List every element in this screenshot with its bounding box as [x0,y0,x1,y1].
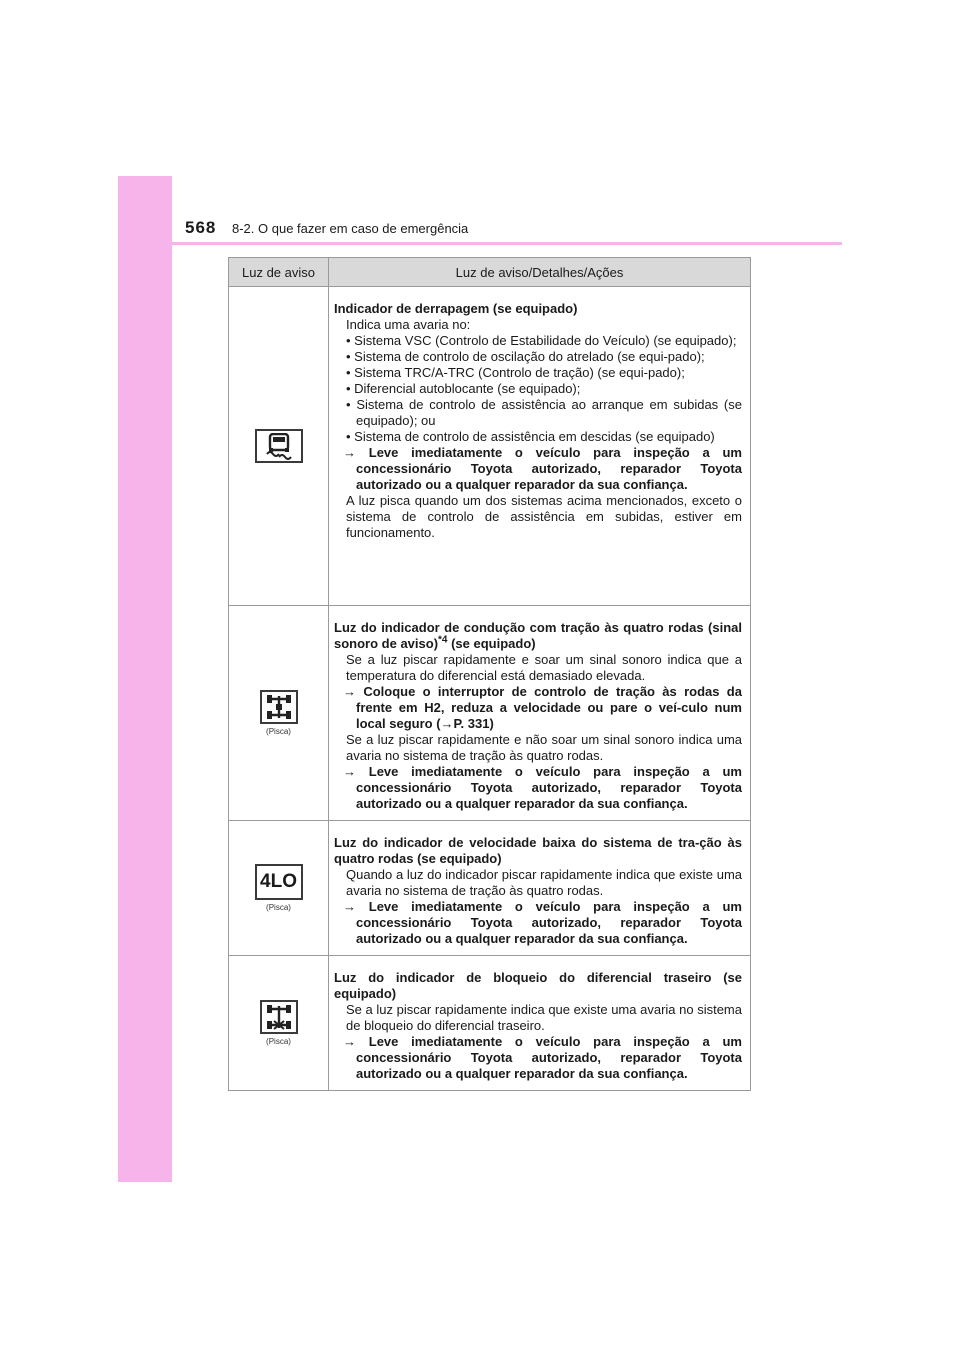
action-text: → Leve imediatamente o veículo para inspeção a um concessionário Toyota autorizado, reparador Toyota autorizado ou a qualquer reparador da sua confiança. [343,1034,742,1081]
row-text: Quando a luz do indicador piscar rapidamente indica que existe uma avaria no sistema de tração às quatro rodas. [346,867,742,898]
action-text: → Leve imediatamente o veículo para inspeção a um concessionário Toyota autorizado, reparador Toyota autorizado ou a qualquer reparador da sua confiança. [343,764,742,811]
icon-cell [229,606,329,821]
details-cell [329,606,751,821]
list-item: • Sistema de controlo de assistência em descidas (se equipado) [346,429,715,444]
action-text: → Leve imediatamente o veículo para inspeção a um concessionário Toyota autorizado, reparador Toyota autorizado ou a qualquer reparador da sua confiança. [343,445,742,492]
list-item: • Sistema de controlo de assistência ao arranque em subidas (se equipado); ou [346,397,742,428]
4lo-indicator-icon: 4LO [255,864,303,900]
table-header-row [229,258,751,287]
row-title: Luz do indicador de condução com tração às quatro rodas (sinal sonoro de aviso)$^{*4}$ (se equipado) [334,620,742,651]
row-text: Se a luz piscar rapidamente indica que existe uma avaria no sistema de bloqueio do diferencial traseiro. [346,1002,742,1033]
icon-cell [229,821,329,956]
blink-label: (Pisca) [266,727,291,736]
list-item: • Sistema TRC/A-TRC (Controlo de tração) (se equi-pado); [346,365,685,380]
arrow-icon: → [343,899,356,914]
arrow-icon: → [343,1034,356,1049]
row-title: Luz do indicador de bloqueio do diferencial traseiro (se equipado) [334,970,742,1001]
list-item: • Sistema VSC (Controlo de Estabilidade do Veículo) (se equipado); [346,333,737,348]
row-note: A luz pisca quando um dos sistemas acima mencionados, exceto o sistema de controlo de assistência em subidas, estiver em funcionamento. [346,493,742,540]
blink-label: (Pisca) [266,903,291,912]
row-title: Luz do indicador de velocidade baixa do sistema de tra-ção às quatro rodas (se equipado) [334,835,742,866]
action-text: → Leve imediatamente o veículo para inspeção a um concessionário Toyota autorizado, reparador Toyota autorizado ou a qualquer reparador da sua confiança. [343,899,742,946]
row-text: Se a luz piscar rapidamente e não soar um sinal sonoro indica uma avaria no sistema de tração às quatro rodas. [346,732,742,763]
header-rule [118,242,842,245]
list-item: • Diferencial autoblocante (se equipado); [346,381,581,396]
arrow-icon: → [343,684,356,699]
arrow-icon: → [440,716,454,731]
section-title: 8-2. O que fazer em caso de emergência [232,221,469,236]
rear-diff-lock-icon [260,1000,298,1034]
table-row [229,287,751,606]
arrow-icon: → [343,764,356,779]
page-reference: P. 331) [453,716,494,731]
footnote-marker: *4 [438,634,448,646]
4wd-indicator-icon [260,690,298,724]
table-row [229,606,751,821]
details-cell [329,956,751,1091]
col-header-details: Luz de aviso/Detalhes/Ações [329,258,751,287]
action-text: → Coloque o interruptor de controlo de tração às rodas da frente em H2, reduza a velocidade ou pare o veí-culo num local seguro (→P. 331) [343,684,742,731]
page-number: 568 [185,218,217,237]
row-title: Indicador de derrapagem (se equipado) [334,301,578,316]
warning-light-table [228,257,751,1091]
list-item: • Sistema de controlo de oscilação do atrelado (se equi-pado); [346,349,705,364]
blink-label: (Pisca) [266,1037,291,1046]
details-cell [329,821,751,956]
side-accent-bar [118,176,172,1182]
col-header-light: Luz de aviso [229,258,329,287]
skid-indicator-icon [255,429,303,463]
details-cell [329,287,751,606]
row-text: Se a luz piscar rapidamente e soar um sinal sonoro indica que a temperatura do diferencial está demasiado elevada. [346,652,742,683]
icon-cell [229,287,329,606]
table-row [229,956,751,1091]
icon-cell [229,956,329,1091]
row-intro: Indica uma avaria no: [346,317,471,332]
arrow-icon: → [343,445,356,460]
table-row [229,821,751,956]
